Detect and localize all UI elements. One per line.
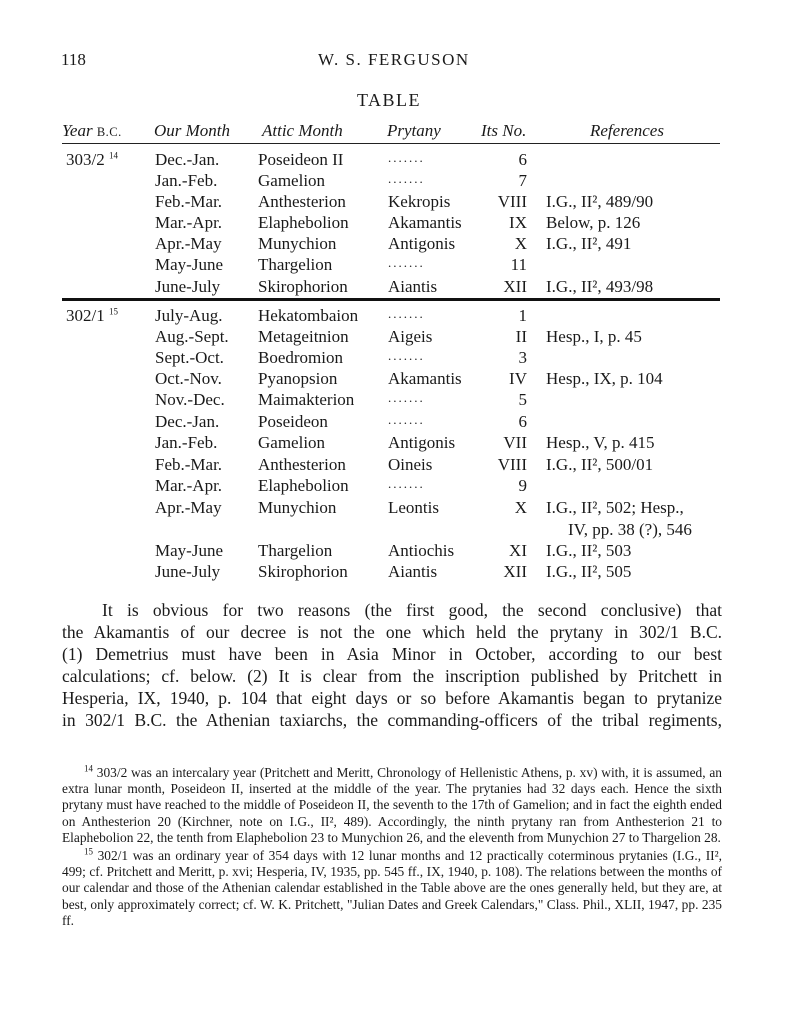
table-cell-our-month: May-June	[155, 541, 223, 560]
table-cell-our-month: Dec.-Jan.	[155, 412, 220, 431]
body-line: It is obvious for two reasons (the first good, the second conclusive) that	[102, 600, 722, 620]
table-cell-attic-month: Poseideon II	[258, 150, 344, 169]
table-cell-attic-month: Anthesterion	[258, 192, 346, 211]
table-cell-attic-month: Thargelion	[258, 541, 333, 560]
table-cell-prytany: .......	[388, 306, 425, 321]
table-cell-reference: I.G., II², 489/90	[546, 192, 654, 211]
table-cell-our-month: Jan.-Feb.	[155, 171, 218, 190]
table-cell-reference: I.G., II², 503	[546, 541, 632, 560]
table-cell-attic-month: Anthesterion	[258, 455, 346, 474]
table-cell-prytany: Aiantis	[388, 562, 438, 581]
table-cell-number: 1	[518, 306, 527, 325]
table-cell-prytany: Leontis	[388, 498, 439, 517]
table-cell-our-month: July-Aug.	[155, 306, 223, 325]
table-cell-prytany: Aigeis	[388, 327, 433, 346]
table-cell-attic-month: Skirophorion	[258, 277, 348, 296]
year-text: 303/2	[66, 150, 105, 169]
table-cell-number: 7	[518, 171, 527, 190]
year-text: 302/1	[66, 306, 105, 325]
table-cell-prytany: .......	[388, 476, 425, 491]
table-cell-number: XI	[509, 541, 527, 560]
table-cell-attic-month: Thargelion	[258, 255, 333, 274]
table-cell-our-month: Dec.-Jan.	[155, 150, 220, 169]
table-cell-prytany: .......	[388, 150, 425, 165]
col-header-attic-month: Attic Month	[262, 121, 343, 140]
footnote-ref: 14	[108, 150, 118, 161]
table-cell-number: VIII	[497, 455, 527, 474]
table-cell-year	[66, 306, 118, 326]
table-cell-our-month: Sept.-Oct.	[155, 348, 224, 367]
table-cell-attic-month: Metageitnion	[258, 327, 349, 346]
table-cell-our-month: Oct.-Nov.	[155, 369, 222, 388]
table-cell-number: 9	[518, 476, 527, 495]
table-cell-our-month: Apr.-May	[155, 498, 222, 517]
table-cell-prytany: Akamantis	[388, 213, 462, 232]
table-cell-number: 11	[510, 255, 527, 274]
col-header-prytany: Prytany	[387, 121, 441, 140]
table-cell-attic-month: Pyanopsion	[258, 369, 338, 388]
table-cell-reference: I.G., II², 505	[546, 562, 632, 581]
table-cell-our-month: Jan.-Feb.	[155, 433, 218, 452]
footnote-15: $^{15}$ 302/1 was an ordinary year of 354 days with 12 lunar months and 12 practically coterminous prytanies (I.G., II², 499; cf. Pritchett and Meritt, p. xvi; Hesperia, IV, 1935, pp. 545 ff., IX, 1940, p. 108). The relations between the months of our calendar and those of the Athenian calendar established in the Table above are the ones generally held, but they are, at best, only approximately correct; cf. W. K. Pritchett, "Julian Dates and Greek Calendars," Class. Phil., XLII, 1947, pp. 235 ff.	[62, 846, 722, 928]
body-line: in 302/1 B.C. the Athenian taxiarchs, the commanding-officers of the tribal regiments,	[62, 710, 722, 730]
table-cell-our-month: Feb.-Mar.	[155, 455, 223, 474]
table-cell-number: II	[515, 327, 527, 346]
table-cell-attic-month: Munychion	[258, 234, 337, 253]
footnote-14: $^{14}$ 303/2 was an intercalary year (Pritchett and Meritt, Chronology of Hellenistic Athens, p. xv) with, it is assumed, an extra lunar month, Poseideon II, inserted at the middle of the year. The prytanies had 32 days each. Hence the sixth prytany must have reached to the middle of Poseideon II, the seventh to the 17th of Gamelion; and in fact the eighth ended on Anthesterion 20 (Kirchner, note on I.G., II², 489). Accordingly, the ninth prytany ran from Anthesterion 21 to Elaphebolion 22, the tenth from Elaphebolion 23 to Munychion 26, and the eleventh from Munychion 27 to Thargelion 28.	[62, 763, 722, 845]
col-header-references: References	[590, 121, 664, 140]
table-cell-attic-month: Boedromion	[258, 348, 343, 367]
table-cell-prytany: .......	[388, 412, 425, 427]
table-cell-prytany: Aiantis	[388, 277, 438, 296]
body-line: Hesperia, IX, 1940, p. 104 that eight days or so before Akamantis began to prytanize	[62, 688, 722, 708]
table-cell-reference: I.G., II², 502; Hesp.,	[546, 498, 684, 517]
table-cell-number: 3	[518, 348, 527, 367]
table-cell-reference: Hesp., V, p. 415	[546, 433, 655, 452]
table-cell-number: 6	[518, 412, 527, 431]
running-head-author: W. S. FERGUSON	[318, 50, 470, 69]
footnote-ref: 15	[108, 306, 118, 317]
col-header-year: Year B.C.	[62, 121, 122, 140]
table-cell-reference: I.G., II², 491	[546, 234, 632, 253]
table-cell-reference: Hesp., IX, p. 104	[546, 369, 663, 388]
table-cell-year	[66, 150, 118, 170]
table-cell-reference: Hesp., I, p. 45	[546, 327, 642, 346]
table-cell-number: XII	[503, 277, 527, 296]
table-cell-attic-month: Skirophorion	[258, 562, 348, 581]
table-title: TABLE	[357, 90, 422, 110]
table-cell-number: VIII	[497, 192, 527, 211]
table-cell-our-month: Mar.-Apr.	[155, 476, 223, 495]
page-number: 118	[61, 50, 86, 69]
body-paragraph	[62, 599, 722, 731]
table-cell-number: 5	[518, 390, 527, 409]
table-cell-prytany: Kekropis	[388, 192, 451, 211]
table-cell-number: IX	[509, 213, 527, 232]
table-cell-our-month: Nov.-Dec.	[155, 390, 225, 409]
table-cell-attic-month: Gamelion	[258, 171, 326, 190]
table-cell-prytany: Antiochis	[388, 541, 455, 560]
table-cell-prytany: Antigonis	[388, 433, 456, 452]
year-divider-rule	[62, 298, 720, 301]
table-cell-prytany: Akamantis	[388, 369, 462, 388]
table-cell-prytany: Antigonis	[388, 234, 456, 253]
table-cell-attic-month: Elaphebolion	[258, 476, 349, 495]
table-cell-our-month: Mar.-Apr.	[155, 213, 223, 232]
table-cell-reference: I.G., II², 500/01	[546, 455, 654, 474]
table-cell-our-month: June-July	[155, 277, 221, 296]
table-cell-number: 6	[518, 150, 527, 169]
table-cell-our-month: Feb.-Mar.	[155, 192, 223, 211]
table-cell-reference: I.G., II², 493/98	[546, 277, 654, 296]
body-line: (1) Demetrius must have been in Asia Minor in October, according to our best	[62, 644, 722, 664]
table-cell-prytany: .......	[388, 255, 425, 270]
table-cell-our-month: Apr.-May	[155, 234, 222, 253]
footnotes	[62, 765, 722, 931]
table-cell-reference: Below, p. 126	[546, 213, 641, 232]
table-cell-number: X	[514, 234, 527, 253]
table-cell-attic-month: Munychion	[258, 498, 337, 517]
table-cell-attic-month: Gamelion	[258, 433, 326, 452]
table-cell-reference-cont: IV, pp. 38 (?), 546	[568, 520, 692, 539]
table-cell-number: XII	[503, 562, 527, 581]
col-header-our-month: Our Month	[154, 121, 231, 140]
col-header-its-no: Its No.	[481, 121, 527, 140]
body-line: the Akamantis of our decree is not the one which held the prytany in 302/1 B.C.	[62, 622, 722, 642]
table-cell-prytany: .......	[388, 171, 425, 186]
table-cell-prytany: .......	[388, 390, 425, 405]
table-cell-number: VII	[503, 433, 527, 452]
table-cell-attic-month: Poseideon	[258, 412, 328, 431]
table-cell-our-month: June-July	[155, 562, 221, 581]
table-cell-our-month: Aug.-Sept.	[155, 327, 229, 346]
table-header-rule	[62, 143, 720, 144]
table-cell-our-month: May-June	[155, 255, 223, 274]
table-cell-attic-month: Hekatombaion	[258, 306, 359, 325]
table-cell-attic-month: Elaphebolion	[258, 213, 349, 232]
table-cell-number: X	[514, 498, 527, 517]
table-cell-prytany: Oineis	[388, 455, 433, 474]
table-cell-number: IV	[509, 369, 527, 388]
body-line: calculations; cf. below. (2) It is clear from the inscription published by Pritchett in	[62, 666, 722, 686]
table-cell-prytany: .......	[388, 348, 425, 363]
table-cell-attic-month: Maimakterion	[258, 390, 355, 409]
